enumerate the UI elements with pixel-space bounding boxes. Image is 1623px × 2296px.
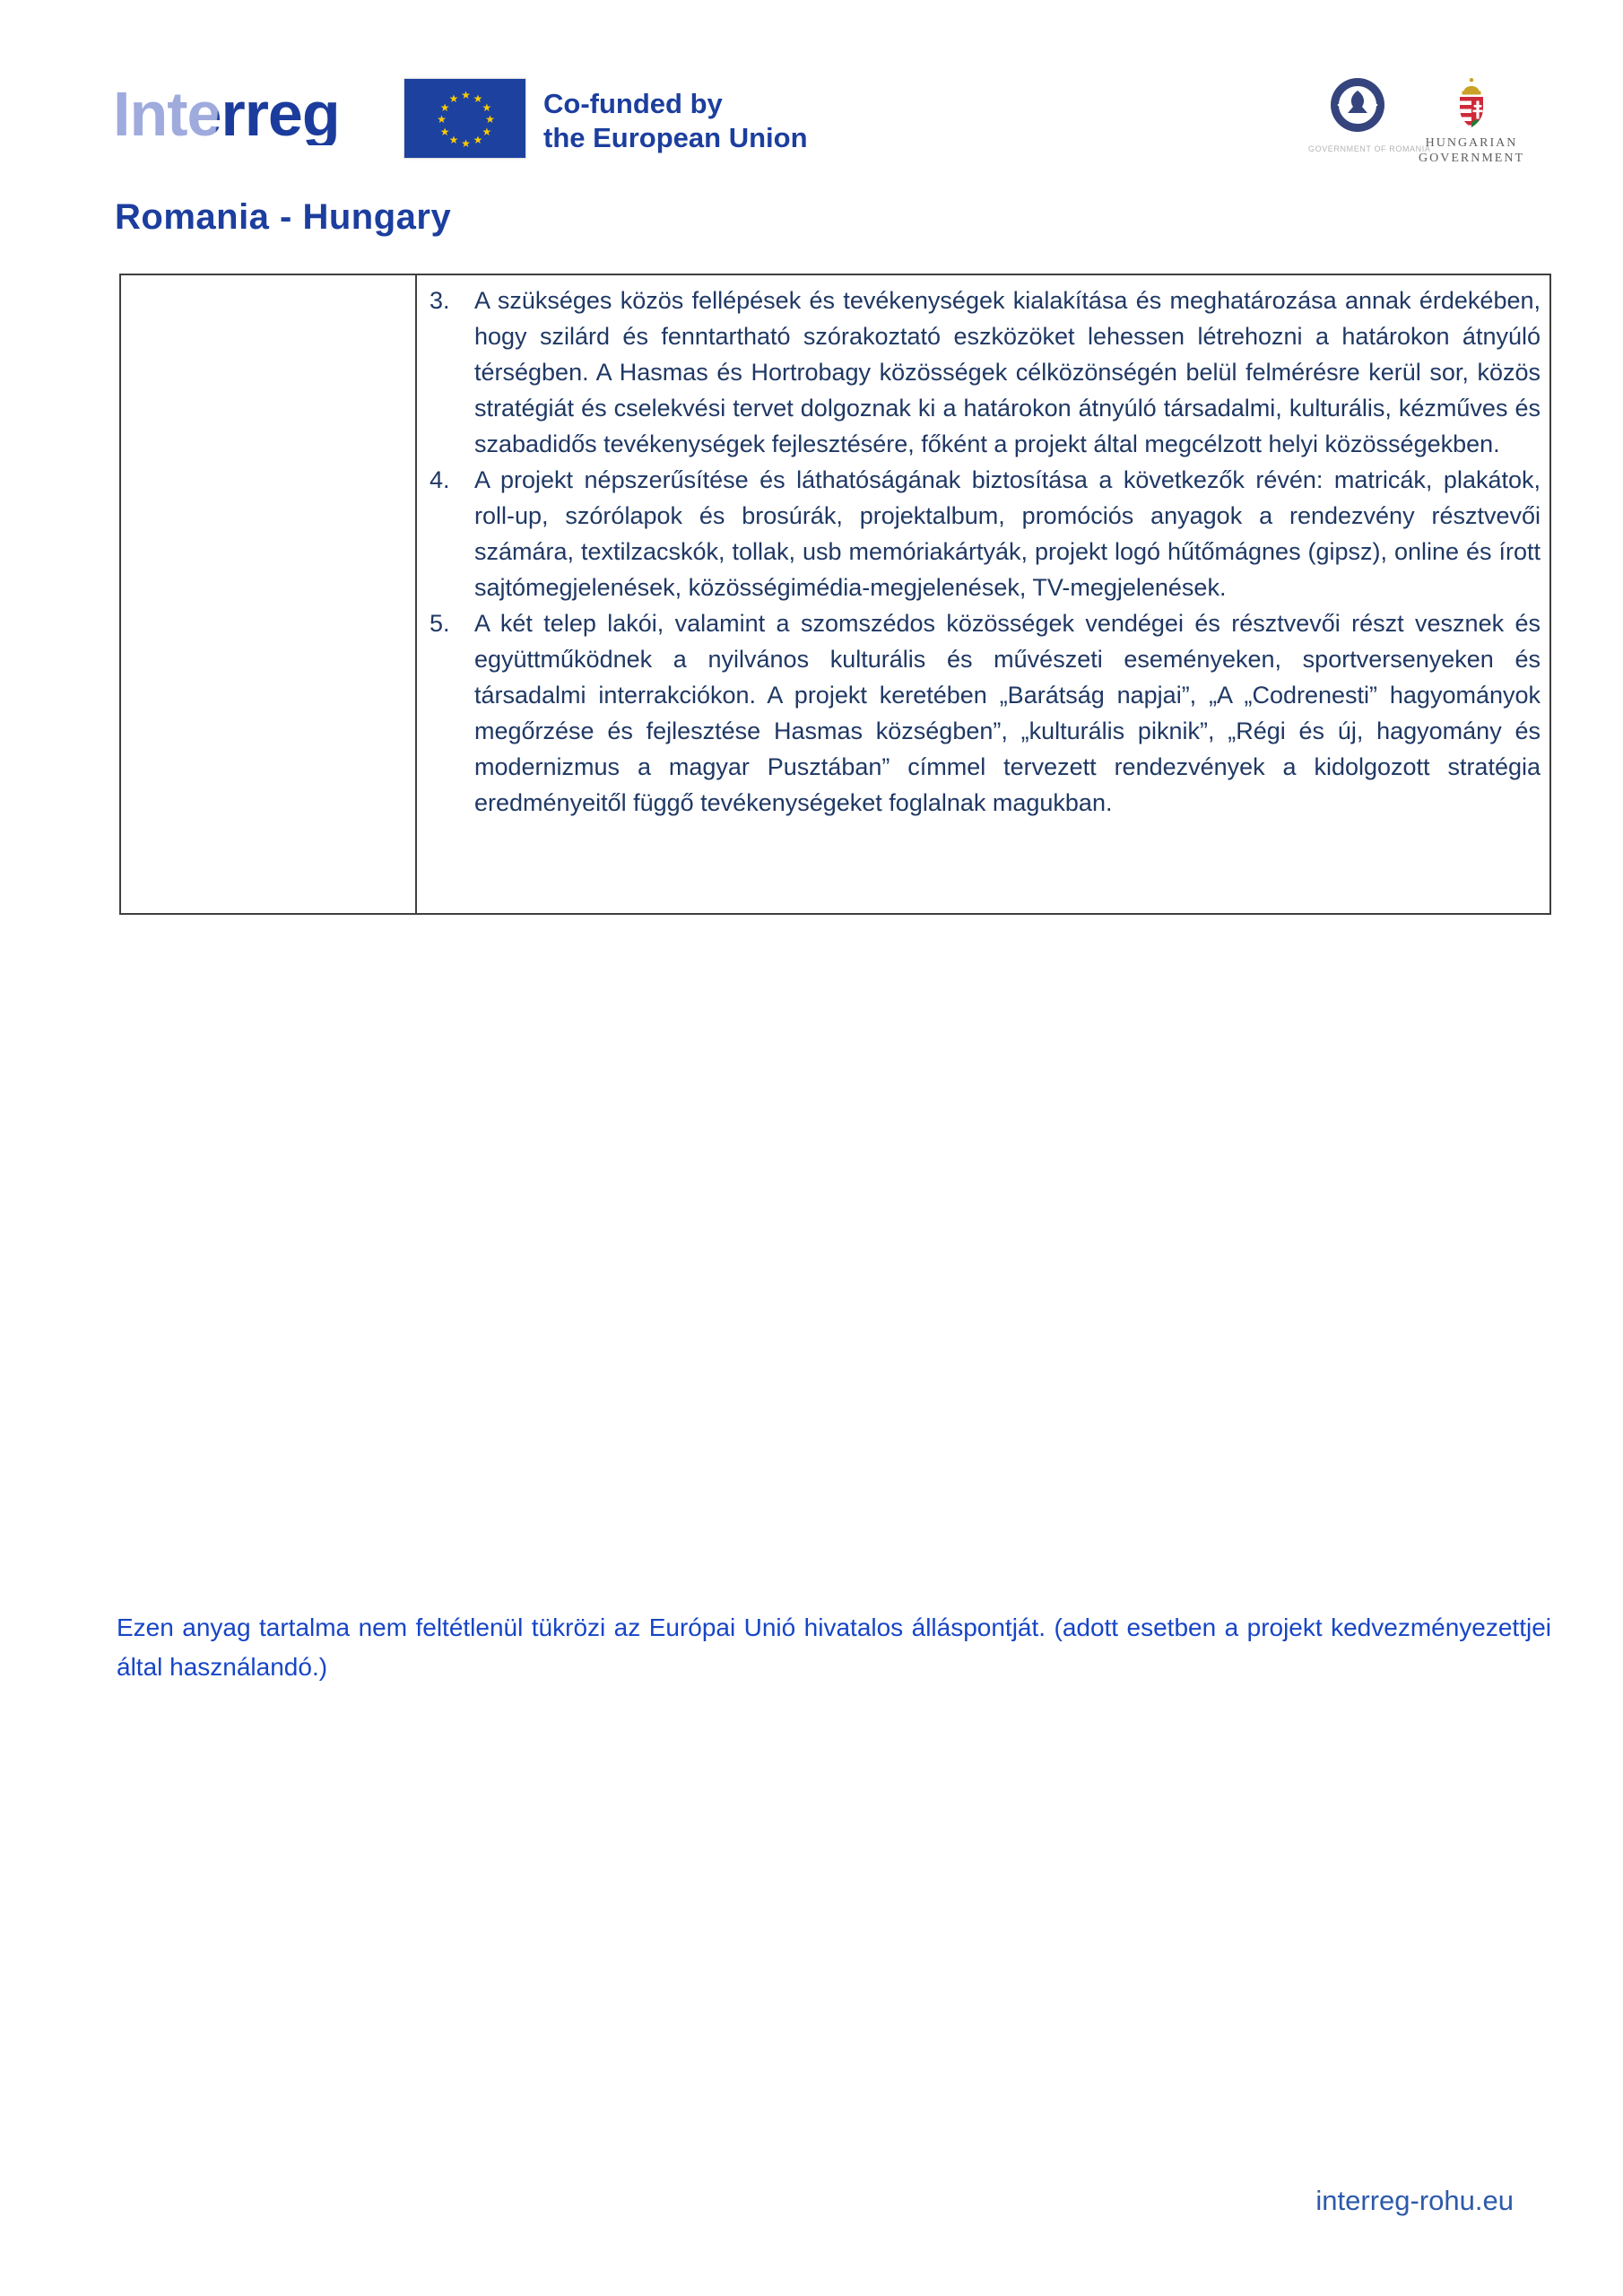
list-item-number: 4. xyxy=(430,466,450,493)
table-content-cell xyxy=(417,275,1549,913)
eu-star-icon: ★ xyxy=(439,125,450,138)
hungary-coat-of-arms-icon xyxy=(1456,77,1487,129)
list-item-text: A két telep lakói, valamint a szomszédos közösségek vendégei és résztvevői részt vesznek és együttműködnek a nyilvános kulturális és művészeti eseményeken, sportversenyeken és társadalmi interrakciókon. A projekt keretében „Barátság napjai”, „A „Codrenesti” hagyományok megőrzése és fejlesztése Hasmas községben”, „kulturális piknik”, „Régi és új, hagyomány és modernizmus a magyar Pusztában” címmel tervezett rendezvények a kidolgozott stratégia eredményeitől függő tevékenységeket foglalnak magukban. xyxy=(474,610,1541,816)
table-empty-cell xyxy=(121,275,417,913)
hungary-government-logo xyxy=(1419,77,1524,166)
list-item-text: A projekt népszerűsítése és láthatóságának biztosítása a következők révén: matricák, plakátok, roll-up, szórólapok és brosúrák, projektalbum, promóciós anyagok a rendezvény résztvevői számára, textilzacskók, tollak, usb memóriakártyák, projekt logó hűtőmágnes (gipsz), online és írott sajtómegjelenések, közösségimédia-megjelenések, TV-megjelenések. xyxy=(474,466,1541,601)
eu-cofunded-line1: Co-funded by xyxy=(543,88,723,119)
eu-star-icon: ★ xyxy=(461,89,471,101)
eu-cofunded-label xyxy=(543,87,808,155)
hungary-caption-line1: HUNGARIAN xyxy=(1425,136,1518,150)
interreg-logo: Interreg xyxy=(113,79,340,149)
programme-title: Romania - Hungary xyxy=(115,197,452,237)
eu-star-icon: ★ xyxy=(448,91,459,105)
eu-star-icon: ★ xyxy=(448,134,459,147)
list-item xyxy=(422,605,1541,821)
romania-seal-icon xyxy=(1330,77,1385,133)
list-item-number: 3. xyxy=(430,287,450,314)
eu-flag-icon xyxy=(404,78,526,159)
eu-star-icon: ★ xyxy=(473,91,483,105)
list-item-text: A szükséges közös fellépések és tevékenységek kialakítása és meghatározása annak érdekében, hogy szilárd és fenntartható szórakoztató eszközöket lehessen létrehozni a határokon átnyúló térségben. A Hasmas és Hortrobagy közösségek célközönségén belül felmérésre kerül sor, közös stratégiát és cselekvési tervet dolgoznak ki a határokon átnyúló társadalmi, kulturális, kézműves és szabadidős tevékenységek fejlesztésére, főként a projekt által megcélzott helyi közösségekben. xyxy=(474,287,1541,457)
eu-cofunded-line2: the European Union xyxy=(543,122,808,153)
hungary-government-caption xyxy=(1419,135,1524,166)
eu-star-icon: ★ xyxy=(482,125,492,138)
website-link[interactable]: interreg-rohu.eu xyxy=(1315,2185,1514,2216)
list-item-number: 5. xyxy=(430,610,450,637)
eu-star-icon: ★ xyxy=(473,134,483,147)
eu-star-icon: ★ xyxy=(485,113,495,126)
romania-government-caption: GOVERNMENT OF ROMANIA xyxy=(1308,144,1431,153)
list-item xyxy=(422,462,1541,605)
disclaimer-text: Ezen anyag tartalma nem feltétlenül tükrözi az Európai Unió hivatalos álláspontját. (adott esetben a projekt kedvezményezettjei által használandó.) xyxy=(117,1613,1551,1681)
hungary-caption-line2: GOVERNMENT xyxy=(1419,152,1524,165)
list-item xyxy=(422,283,1541,462)
content-table xyxy=(119,274,1551,915)
eu-star-icon: ★ xyxy=(461,137,471,150)
eu-star-icon: ★ xyxy=(439,100,450,114)
romania-government-logo xyxy=(1308,77,1431,153)
eu-star-icon: ★ xyxy=(437,113,447,126)
eu-star-icon: ★ xyxy=(482,100,492,114)
